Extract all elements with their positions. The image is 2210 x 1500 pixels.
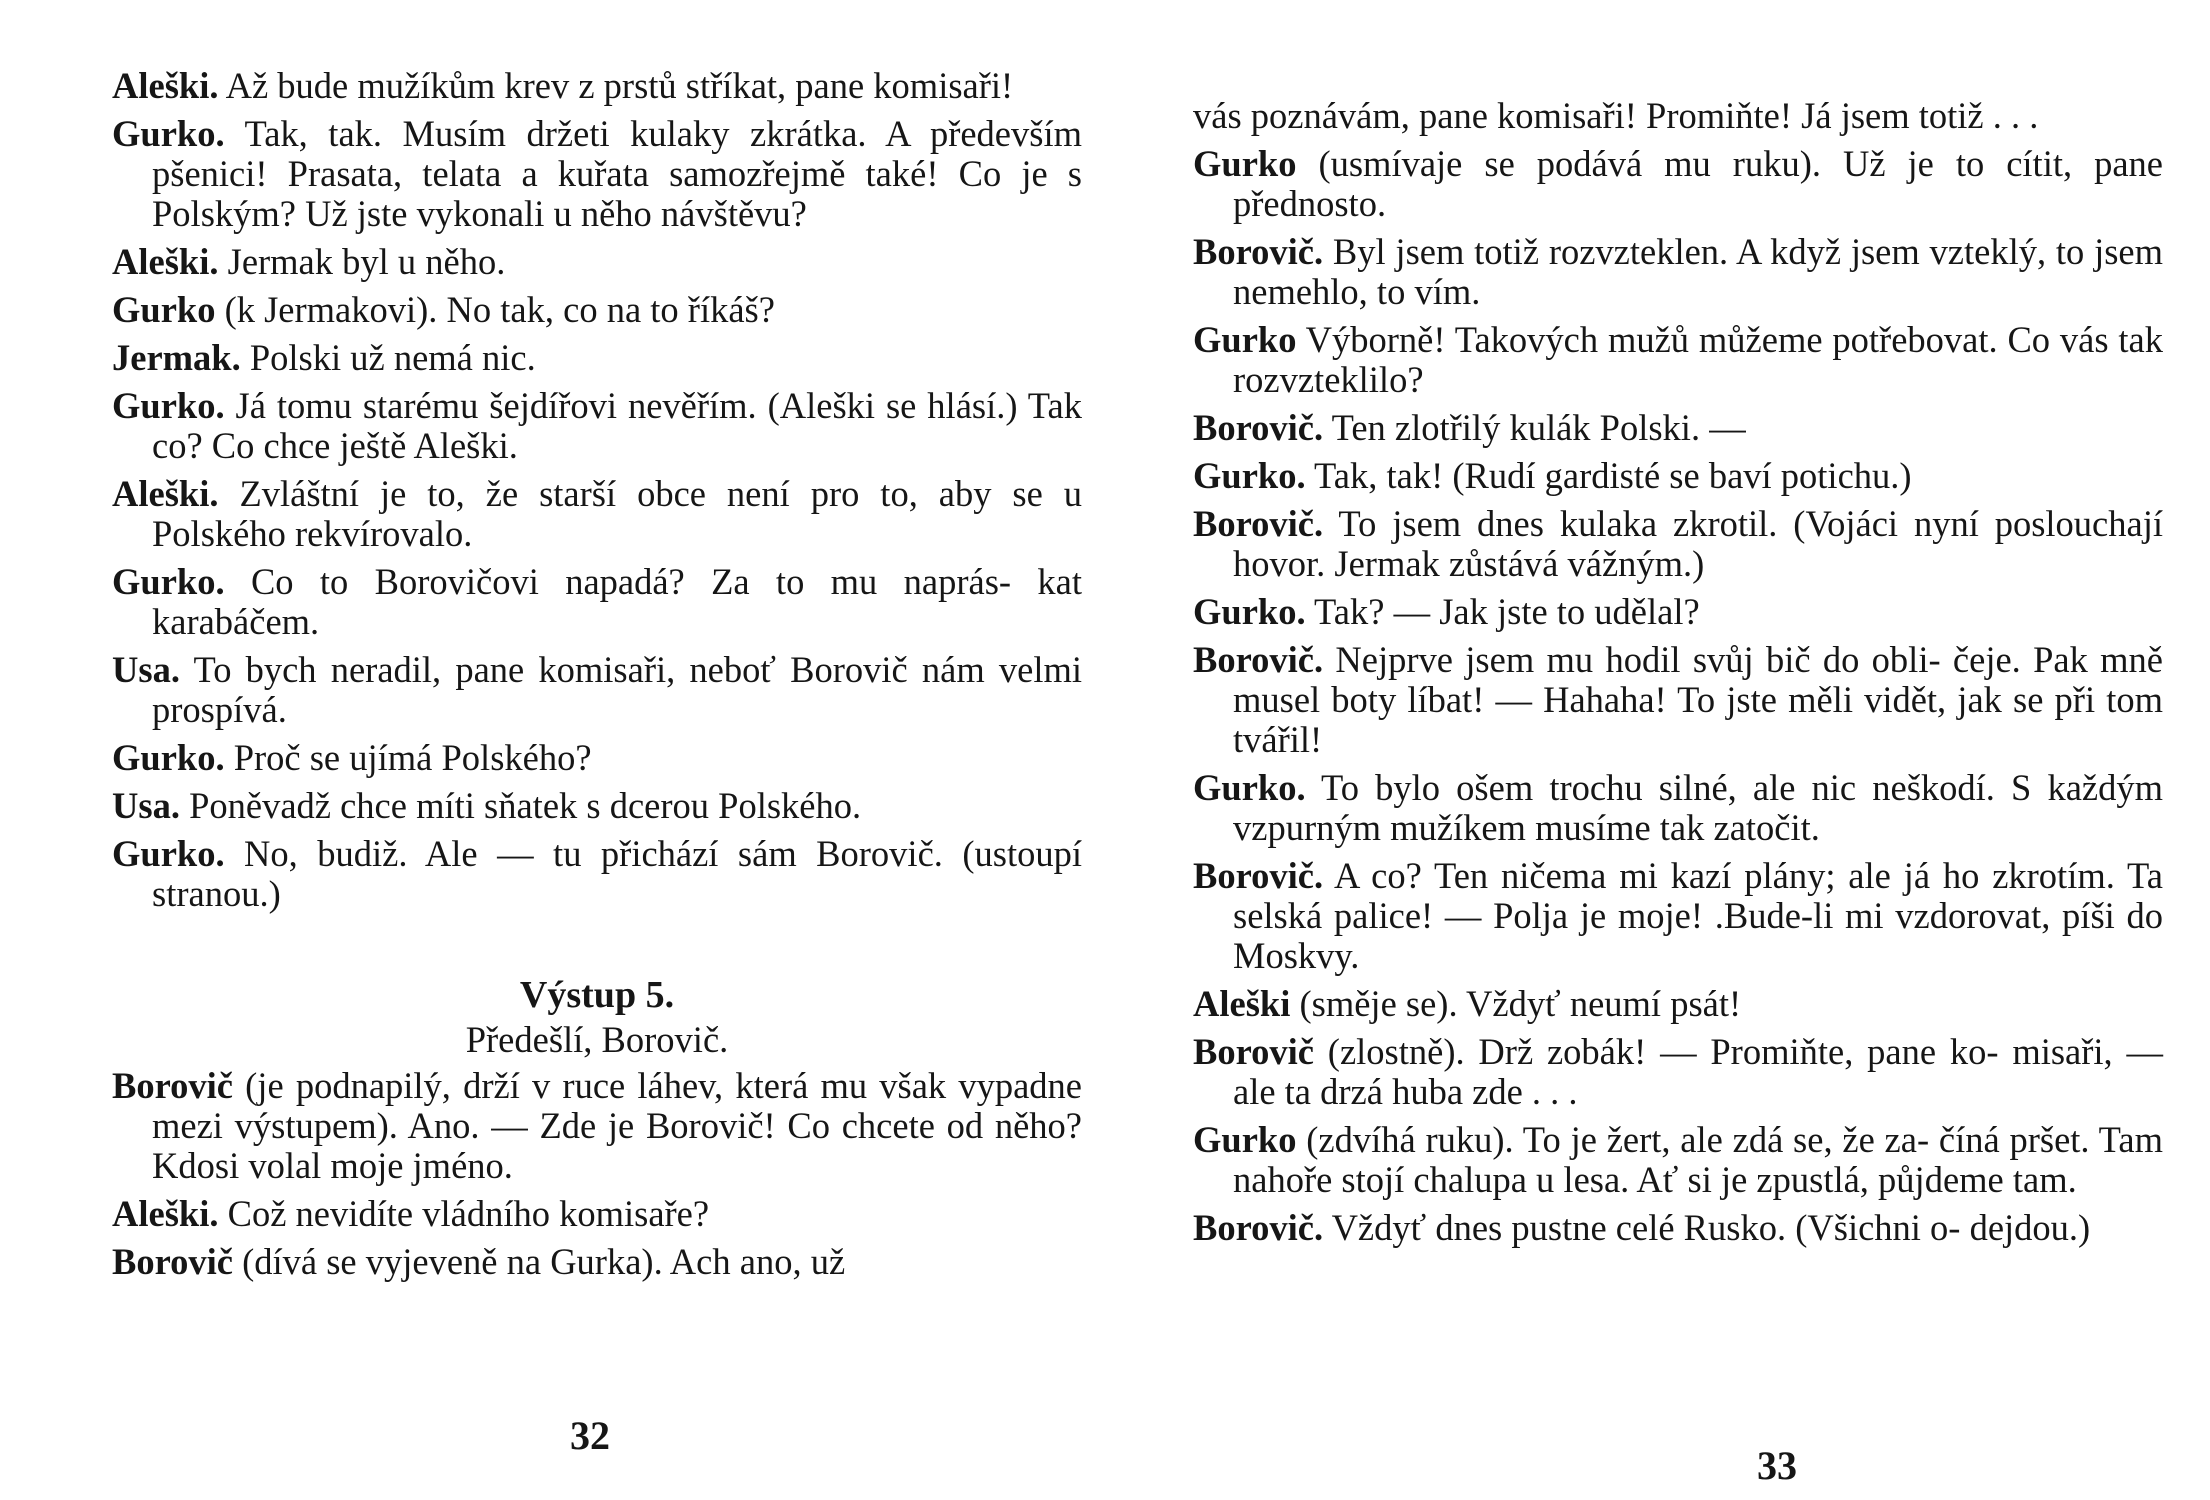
- dialogue-line: [112, 242, 1082, 282]
- speaker-name: Borovič.: [1193, 1207, 1324, 1248]
- line-text: To bylo ošem trochu silné, ale nic neškodí. S každým vzpurným mužíkem musíme tak zatočit.: [1233, 767, 2164, 848]
- speaker-name: Borovič.: [1193, 407, 1324, 448]
- speaker-name: Borovič.: [1193, 855, 1324, 896]
- dialogue-line: [1193, 768, 2163, 848]
- dialogue-line: [112, 66, 1082, 106]
- speaker-name: Gurko.: [112, 385, 225, 426]
- dialogue-line: [112, 650, 1082, 730]
- dialogue-line: [1193, 408, 2163, 448]
- right-dialogue: [1193, 96, 2163, 1248]
- speaker-name: Gurko: [112, 289, 216, 330]
- line-text: (usmívaje se podává mu ruku). Už je to cítit, pane přednosto.: [1233, 143, 2163, 224]
- speaker-name: Gurko.: [1193, 767, 1306, 808]
- dialogue-line: [1193, 984, 2163, 1024]
- line-text: (je podnapilý, drží v ruce láhev, která mu však vypadne mezi výstupem). Ano. — Zde je Borovič! Co chcete od něho? Kdosi volal moje jméno.: [152, 1065, 1082, 1186]
- line-text: Zvláštní je to, že starší obce není pro to, aby se u Polského rekvírovalo.: [152, 473, 1083, 554]
- dialogue-line: [112, 114, 1082, 234]
- dialogue-line: [1193, 96, 2163, 136]
- dialogue-line: [112, 834, 1082, 914]
- line-text: Což nevidíte vládního komisaře?: [227, 1193, 710, 1234]
- line-text: No, budiž. Ale — tu přichází sám Borovič. (ustoupí stranou.): [152, 833, 1083, 914]
- speaker-name: Gurko: [1193, 143, 1297, 184]
- dialogue-line: [1193, 1208, 2163, 1248]
- dialogue-line: [112, 290, 1082, 330]
- speaker-name: Aleški.: [112, 241, 219, 282]
- right-page: [1105, 0, 2210, 1500]
- line-text: Výborně! Takových mužů můžeme potřebovat. Co vás tak rozvzteklilo?: [1233, 319, 2164, 400]
- dialogue-line: [112, 338, 1082, 378]
- dialogue-line: [1193, 640, 2163, 760]
- line-text: (k Jermakovi). No tak, co na to říkáš?: [224, 289, 775, 330]
- speaker-name: Borovič.: [1193, 639, 1324, 680]
- dialogue-line: [1193, 232, 2163, 312]
- line-text: vás poznávám, pane komisaři! Promiňte! Já jsem totiž . . .: [1193, 95, 2039, 136]
- dialogue-line: [112, 562, 1082, 642]
- left-dialogue-before: [112, 66, 1082, 914]
- line-text: Nejprve jsem mu hodil svůj bič do obli- čeje. Pak mně musel boty líbat! — Hahaha! To jste měli vidět, jak se při tom tvářil!: [1233, 639, 2164, 760]
- speaker-name: Gurko.: [112, 737, 225, 778]
- line-text: Co to Borovičovi napadá? Za to mu naprás- kat karabáčem.: [152, 561, 1083, 642]
- line-text: (směje se). Vždyť neumí psát!: [1299, 983, 1742, 1024]
- line-text: To bych neradil, pane komisaři, neboť Borovič nám velmi prospívá.: [152, 649, 1082, 730]
- page-number-right: 33: [1757, 1443, 1797, 1488]
- speaker-name: Borovič: [112, 1241, 233, 1282]
- dialogue-line: [1193, 856, 2163, 976]
- speaker-name: Usa.: [112, 649, 180, 690]
- speaker-name: Borovič: [1193, 1031, 1314, 1072]
- speaker-name: Borovič.: [1193, 231, 1324, 272]
- line-text: Proč se ujímá Polského?: [233, 737, 592, 778]
- line-text: Poněvadž chce míti sňatek s dcerou Polského.: [189, 785, 862, 826]
- scene-title: Výstup 5.: [519, 974, 675, 1016]
- speaker-name: Borovič.: [1193, 503, 1324, 544]
- speaker-name: Gurko.: [112, 113, 225, 154]
- speaker-name: Borovič: [112, 1065, 233, 1106]
- dialogue-line: [112, 1066, 1082, 1186]
- line-text: (zdvíhá ruku). To je žert, ale zdá se, že za- číná pršet. Tam nahoře stojí chalupa u lesa. Ať si je zpustlá, půjdeme tam.: [1233, 1119, 2164, 1200]
- dialogue-line: [112, 474, 1082, 554]
- dialogue-line: [1193, 320, 2163, 400]
- dialogue-line: [112, 1242, 1082, 1282]
- speaker-name: Gurko.: [1193, 591, 1306, 632]
- page-number-left: 32: [570, 1413, 610, 1458]
- dialogue-line: [1193, 456, 2163, 496]
- speaker-name: Gurko: [1193, 319, 1297, 360]
- right-page-text: [1193, 96, 2163, 1256]
- line-text: Jermak byl u něho.: [227, 241, 506, 282]
- speaker-name: Aleški.: [112, 65, 219, 106]
- dialogue-line: [1193, 504, 2163, 584]
- dialogue-line: [112, 738, 1082, 778]
- speaker-name: Gurko.: [1193, 455, 1306, 496]
- speaker-name: Jermak.: [112, 337, 241, 378]
- line-text: (dívá se vyjeveně na Gurka). Ach ano, už: [242, 1241, 846, 1282]
- line-text: Vždyť dnes pustne celé Rusko. (Všichni o- dejdou.): [1331, 1207, 2091, 1248]
- line-text: A co? Ten ničema mi kazí plány; ale já ho zkrotím. Ta selská palice! — Polja je moje! .Bude-li mi vzdorovat, píši do Moskvy.: [1233, 855, 2163, 976]
- speaker-name: Usa.: [112, 785, 180, 826]
- line-text: (zlostně). Drž zobák! — Promiňte, pane ko- misaři, — ale ta drzá huba zde . . .: [1233, 1031, 2163, 1112]
- line-text: Až bude mužíkům krev z prstů stříkat, pane komisaři!: [225, 65, 1014, 106]
- speaker-name: Aleški.: [112, 1193, 219, 1234]
- dialogue-line: [112, 786, 1082, 826]
- speaker-name: Aleški: [1193, 983, 1291, 1024]
- speaker-name: Aleški.: [112, 473, 219, 514]
- line-text: Tak, tak. Musím držeti kulaky zkrátka. A především pšenici! Prasata, telata a kuřata samozřejmě také! Co je s Polským? Už jste vykonali u něho návštěvu?: [152, 113, 1082, 234]
- line-text: Já tomu starému šejdířovi nevěřím. (Aleški se hlásí.) Tak co? Co chce ještě Aleški.: [152, 385, 1082, 466]
- left-dialogue-after: [112, 1066, 1082, 1282]
- line-text: Tak? — Jak jste to udělal?: [1314, 591, 1700, 632]
- dialogue-line: [1193, 1120, 2163, 1200]
- speaker-name: Gurko: [1193, 1119, 1297, 1160]
- left-page-text: [112, 66, 1082, 1290]
- speaker-name: Gurko.: [112, 561, 225, 602]
- scene-cast: Předešlí, Borovič.: [465, 1019, 729, 1060]
- speaker-name: Gurko.: [112, 833, 225, 874]
- line-text: Tak, tak! (Rudí gardisté se baví potichu.): [1314, 455, 1912, 496]
- line-text: Polski už nemá nic.: [249, 337, 536, 378]
- line-text: Ten zlotřilý kulák Polski. —: [1331, 407, 1746, 448]
- line-text: Byl jsem totiž rozvzteklen. A když jsem vzteklý, to jsem nemehlo, to vím.: [1233, 231, 2164, 312]
- dialogue-line: [1193, 144, 2163, 224]
- line-text: To jsem dnes kulaka zkrotil. (Vojáci nyní poslouchají hovor. Jermak zůstává vážným.): [1233, 503, 2163, 584]
- dialogue-line: [112, 386, 1082, 466]
- dialogue-line: [1193, 592, 2163, 632]
- dialogue-line: [112, 1194, 1082, 1234]
- dialogue-line: [1193, 1032, 2163, 1112]
